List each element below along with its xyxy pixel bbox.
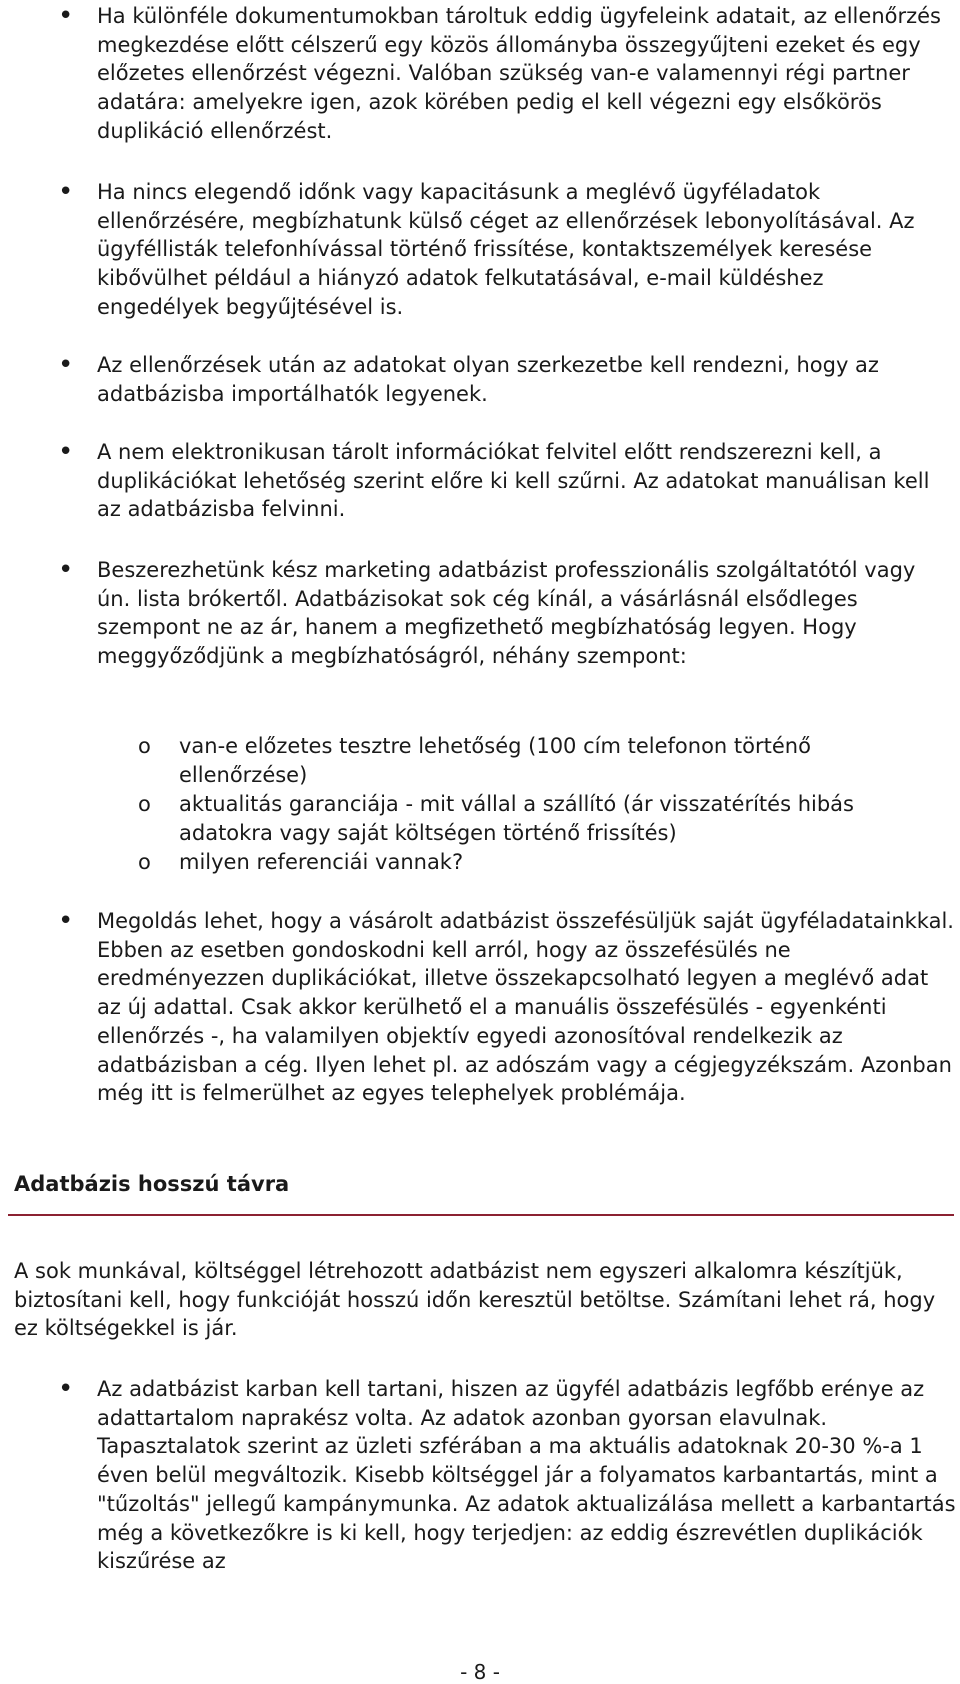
list-item [0, 556, 956, 671]
sub-list-item [0, 848, 947, 877]
list-item-text: Az adatbázist karban kell tartani, hiszen az ügyfél adatbázis legfőbb erénye az adattartalom naprakész volta. Az adatok azonban gyorsan elavulnak. Tapasztalatok szerint az üzleti szférában a ma aktuális adatoknak 20-30 %-a 1 éven belül megváltozik. Kisebb költséggel jár a folyamatos karbantartás, mint a "tűzoltás" jellegű kampánymunka. Az adatok aktualizálása mellett a karbantartás még a következőkre is ki kell, hogy terjedjen: az eddig észrevétlen duplikációk kiszűrése az [97, 1377, 956, 1574]
list-item-text: Megoldás lehet, hogy a vásárolt adatbázist összefésüljük saját ügyféladatainkkal. Ebben az esetben gondoskodni kell arról, hogy az összefésülés ne eredményezzen duplikációkat, illetve összekapcsolható legyen a meglévő adat az új adattal. Csak akkor kerülhető el a manuális összefésülés - egyenkénti ellenőrzés -, ha valamilyen objektív egyedi azonosítóval rendelkezik az adatbázisban a cég. Ilyen lehet pl. az adószám vagy a cégjegyzékszám. Azonban még itt is felmerülhet az egyes telephelyek problémája. [97, 909, 954, 1106]
list-item [0, 178, 956, 322]
section-intro-paragraph: A sok munkával, költséggel létrehozott adatbázist nem egyszeri alkalomra készítjük, biztosítani kell, hogy funkcióját hosszú időn keresztül betöltse. Számítani lehet rá, hogy ez költségekkel is jár. [14, 1259, 936, 1341]
sub-list-item-text: aktualitás garanciája - mit vállal a szállító (ár visszatérítés hibás adatokra vagy saját költségen történő frissítés) [179, 792, 854, 845]
section-divider [8, 1214, 954, 1216]
sub-list-item-text: van-e előzetes tesztre lehetőség (100 cím telefonon történő ellenőrzése) [179, 734, 811, 787]
list-item [0, 2, 956, 146]
section-heading: Adatbázis hosszú távra [14, 1172, 290, 1196]
list-item [0, 907, 960, 1108]
list-item-text: Beszerezhetünk kész marketing adatbázist professzionális szolgáltatótól vagy ún. lista brókertől. Adatbázisokat sok cég kínál, a vásárlásnál elsődleges szempont ne az ár, hanem a megfizethető megbízhatóság legyen. Hogy meggyőződjünk a megbízhatóságról, néhány szempont: [97, 558, 916, 669]
sub-list-item [0, 732, 947, 789]
sub-list-item [0, 790, 947, 847]
list-item-text: Ha nincs elegendő időnk vagy kapacitásunk a meglévő ügyféladatok ellenőrzésére, megbízhatunk külső céget az ellenőrzések lebonyolításával. Az ügyféllisták telefonhívással történő frissítése, kontaktszemélyek keresése kibővülhet például a hiányzó adatok felkutatásával, e-mail küldéshez engedélyek begyűjtésével is. [97, 180, 915, 319]
sub-list-item-text: milyen referenciái vannak? [179, 850, 464, 874]
list-item-text: Ha különféle dokumentumokban tároltuk eddig ügyfeleink adatait, az ellenőrzés megkezdése előtt célszerű egy közös állományba összegyűjteni ezeket és egy előzetes ellenőrzést végezni. Valóban szükség van-e valamennyi régi partner adatára: amelyekre igen, azok körében pedig el kell végezni egy elsőkörös duplikáció ellenőrzést. [97, 4, 941, 143]
list-item-text: A nem elektronikusan tárolt információkat felvitel előtt rendszerezni kell, a duplikációkat lehetőség szerint előre ki kell szűrni. Az adatokat manuálisan kell az adatbázisba felvinni. [97, 440, 930, 522]
list-item [0, 438, 956, 524]
list-item [0, 351, 956, 408]
list-item [0, 1375, 960, 1576]
list-item-text: Az ellenőrzések után az adatokat olyan szerkezetbe kell rendezni, hogy az adatbázisba importálhatók legyenek. [97, 353, 879, 406]
page-number: - 8 - [460, 1660, 500, 1684]
